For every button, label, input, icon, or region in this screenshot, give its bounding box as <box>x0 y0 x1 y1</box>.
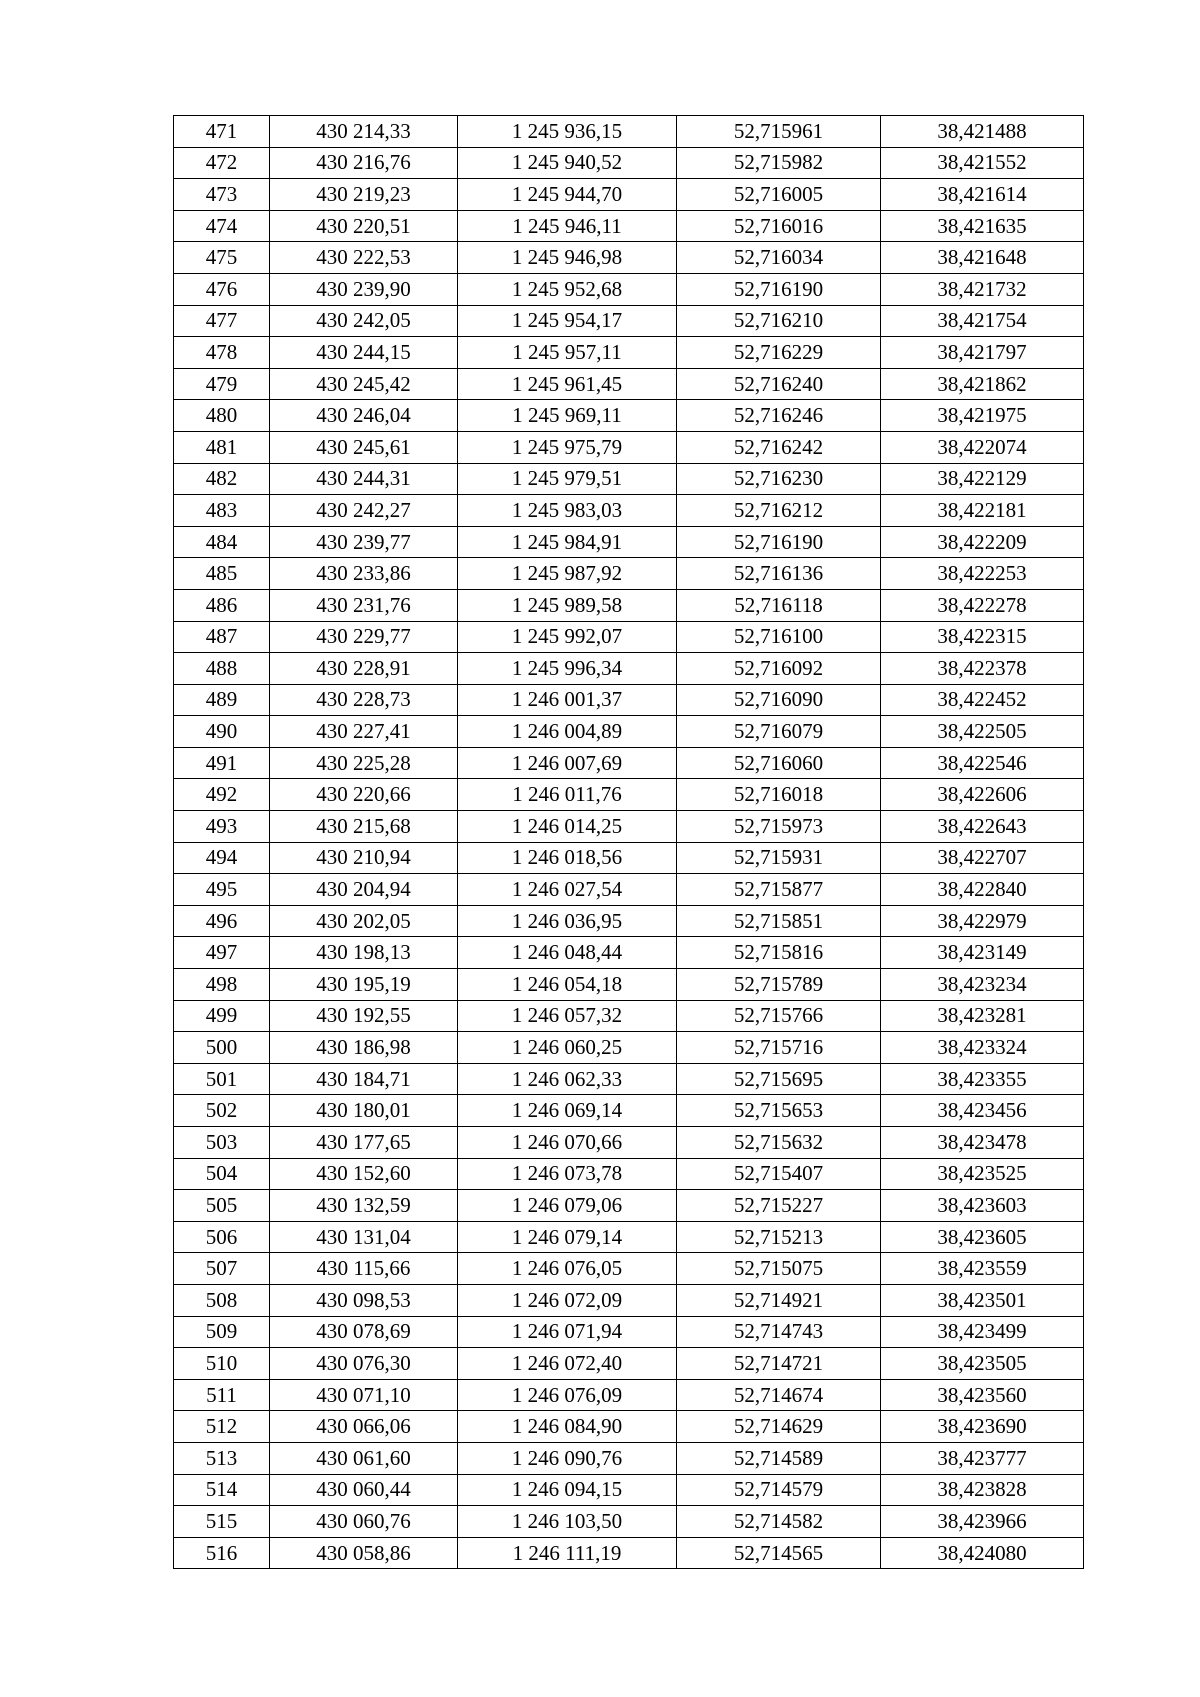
latitude-cell: 52,715982 <box>677 147 881 179</box>
y-coordinate-cell: 1 246 084,90 <box>458 1411 677 1443</box>
x-coordinate-cell: 430 071,10 <box>270 1379 458 1411</box>
latitude-cell: 52,714582 <box>677 1506 881 1538</box>
y-coordinate-cell: 1 246 071,94 <box>458 1316 677 1348</box>
x-coordinate-cell: 430 202,05 <box>270 905 458 937</box>
latitude-cell: 52,716242 <box>677 431 881 463</box>
x-coordinate-cell: 430 229,77 <box>270 621 458 653</box>
latitude-cell: 52,714921 <box>677 1284 881 1316</box>
table-row <box>174 431 1084 463</box>
x-coordinate-cell: 430 242,27 <box>270 495 458 527</box>
x-coordinate-cell: 430 246,04 <box>270 400 458 432</box>
latitude-cell: 52,714721 <box>677 1348 881 1380</box>
x-coordinate-cell: 430 060,76 <box>270 1506 458 1538</box>
point-number-cell: 505 <box>174 1190 270 1222</box>
longitude-cell: 38,422606 <box>881 779 1084 811</box>
latitude-cell: 52,716118 <box>677 589 881 621</box>
table-row <box>174 1000 1084 1032</box>
longitude-cell: 38,422209 <box>881 526 1084 558</box>
x-coordinate-cell: 430 076,30 <box>270 1348 458 1380</box>
point-number-cell: 507 <box>174 1253 270 1285</box>
y-coordinate-cell: 1 246 057,32 <box>458 1000 677 1032</box>
point-number-cell: 495 <box>174 874 270 906</box>
latitude-cell: 52,716034 <box>677 242 881 274</box>
point-number-cell: 488 <box>174 653 270 685</box>
y-coordinate-cell: 1 246 073,78 <box>458 1158 677 1190</box>
point-number-cell: 509 <box>174 1316 270 1348</box>
x-coordinate-cell: 430 244,31 <box>270 463 458 495</box>
table-row <box>174 621 1084 653</box>
latitude-cell: 52,716092 <box>677 653 881 685</box>
point-number-cell: 474 <box>174 210 270 242</box>
coordinates-table-body <box>174 116 1084 1569</box>
point-number-cell: 486 <box>174 589 270 621</box>
latitude-cell: 52,716018 <box>677 779 881 811</box>
longitude-cell: 38,422707 <box>881 842 1084 874</box>
longitude-cell: 38,421552 <box>881 147 1084 179</box>
x-coordinate-cell: 430 239,90 <box>270 273 458 305</box>
point-number-cell: 479 <box>174 368 270 400</box>
longitude-cell: 38,421797 <box>881 337 1084 369</box>
point-number-cell: 472 <box>174 147 270 179</box>
latitude-cell: 52,714674 <box>677 1379 881 1411</box>
latitude-cell: 52,716240 <box>677 368 881 400</box>
table-row <box>174 1537 1084 1569</box>
longitude-cell: 38,422253 <box>881 558 1084 590</box>
point-number-cell: 484 <box>174 526 270 558</box>
y-coordinate-cell: 1 246 070,66 <box>458 1127 677 1159</box>
latitude-cell: 52,716229 <box>677 337 881 369</box>
longitude-cell: 38,421754 <box>881 305 1084 337</box>
table-row <box>174 273 1084 305</box>
longitude-cell: 38,422378 <box>881 653 1084 685</box>
x-coordinate-cell: 430 177,65 <box>270 1127 458 1159</box>
x-coordinate-cell: 430 186,98 <box>270 1032 458 1064</box>
y-coordinate-cell: 1 246 027,54 <box>458 874 677 906</box>
longitude-cell: 38,422181 <box>881 495 1084 527</box>
table-row <box>174 463 1084 495</box>
longitude-cell: 38,421635 <box>881 210 1084 242</box>
longitude-cell: 38,424080 <box>881 1537 1084 1569</box>
table-row <box>174 368 1084 400</box>
longitude-cell: 38,423234 <box>881 969 1084 1001</box>
y-coordinate-cell: 1 245 987,92 <box>458 558 677 590</box>
point-number-cell: 478 <box>174 337 270 369</box>
table-row <box>174 210 1084 242</box>
latitude-cell: 52,716090 <box>677 684 881 716</box>
longitude-cell: 38,422505 <box>881 716 1084 748</box>
longitude-cell: 38,422278 <box>881 589 1084 621</box>
table-row <box>174 147 1084 179</box>
table-row <box>174 305 1084 337</box>
point-number-cell: 492 <box>174 779 270 811</box>
y-coordinate-cell: 1 245 975,79 <box>458 431 677 463</box>
latitude-cell: 52,715851 <box>677 905 881 937</box>
latitude-cell: 52,715213 <box>677 1221 881 1253</box>
x-coordinate-cell: 430 245,61 <box>270 431 458 463</box>
x-coordinate-cell: 430 204,94 <box>270 874 458 906</box>
latitude-cell: 52,715632 <box>677 1127 881 1159</box>
x-coordinate-cell: 430 098,53 <box>270 1284 458 1316</box>
y-coordinate-cell: 1 246 111,19 <box>458 1537 677 1569</box>
point-number-cell: 487 <box>174 621 270 653</box>
longitude-cell: 38,421862 <box>881 368 1084 400</box>
latitude-cell: 52,715789 <box>677 969 881 1001</box>
latitude-cell: 52,716016 <box>677 210 881 242</box>
latitude-cell: 52,716079 <box>677 716 881 748</box>
table-row <box>174 1063 1084 1095</box>
point-number-cell: 496 <box>174 905 270 937</box>
x-coordinate-cell: 430 245,42 <box>270 368 458 400</box>
longitude-cell: 38,422315 <box>881 621 1084 653</box>
y-coordinate-cell: 1 246 011,76 <box>458 779 677 811</box>
point-number-cell: 490 <box>174 716 270 748</box>
point-number-cell: 514 <box>174 1474 270 1506</box>
y-coordinate-cell: 1 245 952,68 <box>458 273 677 305</box>
latitude-cell: 52,715877 <box>677 874 881 906</box>
point-number-cell: 501 <box>174 1063 270 1095</box>
y-coordinate-cell: 1 246 054,18 <box>458 969 677 1001</box>
longitude-cell: 38,423501 <box>881 1284 1084 1316</box>
x-coordinate-cell: 430 198,13 <box>270 937 458 969</box>
y-coordinate-cell: 1 245 936,15 <box>458 116 677 148</box>
table-row <box>174 558 1084 590</box>
x-coordinate-cell: 430 231,76 <box>270 589 458 621</box>
point-number-cell: 508 <box>174 1284 270 1316</box>
y-coordinate-cell: 1 245 957,11 <box>458 337 677 369</box>
x-coordinate-cell: 430 216,76 <box>270 147 458 179</box>
table-row <box>174 116 1084 148</box>
longitude-cell: 38,421648 <box>881 242 1084 274</box>
table-row <box>174 179 1084 211</box>
longitude-cell: 38,421732 <box>881 273 1084 305</box>
y-coordinate-cell: 1 245 954,17 <box>458 305 677 337</box>
y-coordinate-cell: 1 246 072,40 <box>458 1348 677 1380</box>
x-coordinate-cell: 430 180,01 <box>270 1095 458 1127</box>
longitude-cell: 38,422452 <box>881 684 1084 716</box>
latitude-cell: 52,715227 <box>677 1190 881 1222</box>
point-number-cell: 482 <box>174 463 270 495</box>
longitude-cell: 38,423560 <box>881 1379 1084 1411</box>
y-coordinate-cell: 1 246 090,76 <box>458 1442 677 1474</box>
longitude-cell: 38,423690 <box>881 1411 1084 1443</box>
table-row <box>174 1506 1084 1538</box>
x-coordinate-cell: 430 078,69 <box>270 1316 458 1348</box>
longitude-cell: 38,423828 <box>881 1474 1084 1506</box>
longitude-cell: 38,423499 <box>881 1316 1084 1348</box>
table-row <box>174 1158 1084 1190</box>
x-coordinate-cell: 430 058,86 <box>270 1537 458 1569</box>
latitude-cell: 52,715973 <box>677 811 881 843</box>
latitude-cell: 52,716136 <box>677 558 881 590</box>
y-coordinate-cell: 1 245 992,07 <box>458 621 677 653</box>
longitude-cell: 38,423505 <box>881 1348 1084 1380</box>
x-coordinate-cell: 430 115,66 <box>270 1253 458 1285</box>
longitude-cell: 38,423149 <box>881 937 1084 969</box>
x-coordinate-cell: 430 239,77 <box>270 526 458 558</box>
point-number-cell: 503 <box>174 1127 270 1159</box>
y-coordinate-cell: 1 245 979,51 <box>458 463 677 495</box>
longitude-cell: 38,423281 <box>881 1000 1084 1032</box>
table-row <box>174 1474 1084 1506</box>
x-coordinate-cell: 430 210,94 <box>270 842 458 874</box>
x-coordinate-cell: 430 131,04 <box>270 1221 458 1253</box>
point-number-cell: 481 <box>174 431 270 463</box>
point-number-cell: 494 <box>174 842 270 874</box>
longitude-cell: 38,423966 <box>881 1506 1084 1538</box>
y-coordinate-cell: 1 246 076,09 <box>458 1379 677 1411</box>
longitude-cell: 38,422074 <box>881 431 1084 463</box>
latitude-cell: 52,715931 <box>677 842 881 874</box>
table-row <box>174 874 1084 906</box>
table-row <box>174 1095 1084 1127</box>
latitude-cell: 52,716190 <box>677 273 881 305</box>
point-number-cell: 473 <box>174 179 270 211</box>
longitude-cell: 38,422979 <box>881 905 1084 937</box>
x-coordinate-cell: 430 233,86 <box>270 558 458 590</box>
longitude-cell: 38,423559 <box>881 1253 1084 1285</box>
latitude-cell: 52,714565 <box>677 1537 881 1569</box>
y-coordinate-cell: 1 245 996,34 <box>458 653 677 685</box>
point-number-cell: 512 <box>174 1411 270 1443</box>
point-number-cell: 513 <box>174 1442 270 1474</box>
point-number-cell: 471 <box>174 116 270 148</box>
longitude-cell: 38,423478 <box>881 1127 1084 1159</box>
point-number-cell: 489 <box>174 684 270 716</box>
latitude-cell: 52,716005 <box>677 179 881 211</box>
y-coordinate-cell: 1 246 001,37 <box>458 684 677 716</box>
table-row <box>174 1284 1084 1316</box>
y-coordinate-cell: 1 246 069,14 <box>458 1095 677 1127</box>
table-row <box>174 242 1084 274</box>
latitude-cell: 52,714579 <box>677 1474 881 1506</box>
table-row <box>174 842 1084 874</box>
x-coordinate-cell: 430 227,41 <box>270 716 458 748</box>
table-row <box>174 1127 1084 1159</box>
longitude-cell: 38,422546 <box>881 747 1084 779</box>
point-number-cell: 516 <box>174 1537 270 1569</box>
longitude-cell: 38,423456 <box>881 1095 1084 1127</box>
table-row <box>174 969 1084 1001</box>
x-coordinate-cell: 430 215,68 <box>270 811 458 843</box>
latitude-cell: 52,716190 <box>677 526 881 558</box>
longitude-cell: 38,421488 <box>881 116 1084 148</box>
latitude-cell: 52,715075 <box>677 1253 881 1285</box>
y-coordinate-cell: 1 246 018,56 <box>458 842 677 874</box>
y-coordinate-cell: 1 246 072,09 <box>458 1284 677 1316</box>
x-coordinate-cell: 430 219,23 <box>270 179 458 211</box>
latitude-cell: 52,715766 <box>677 1000 881 1032</box>
point-number-cell: 497 <box>174 937 270 969</box>
table-row <box>174 1032 1084 1064</box>
table-row <box>174 716 1084 748</box>
latitude-cell: 52,715961 <box>677 116 881 148</box>
x-coordinate-cell: 430 228,91 <box>270 653 458 685</box>
longitude-cell: 38,422840 <box>881 874 1084 906</box>
y-coordinate-cell: 1 246 007,69 <box>458 747 677 779</box>
table-row <box>174 811 1084 843</box>
table-row <box>174 1379 1084 1411</box>
y-coordinate-cell: 1 245 984,91 <box>458 526 677 558</box>
x-coordinate-cell: 430 228,73 <box>270 684 458 716</box>
x-coordinate-cell: 430 184,71 <box>270 1063 458 1095</box>
x-coordinate-cell: 430 060,44 <box>270 1474 458 1506</box>
latitude-cell: 52,715716 <box>677 1032 881 1064</box>
x-coordinate-cell: 430 220,51 <box>270 210 458 242</box>
table-row <box>174 653 1084 685</box>
x-coordinate-cell: 430 195,19 <box>270 969 458 1001</box>
point-number-cell: 493 <box>174 811 270 843</box>
table-row <box>174 1442 1084 1474</box>
longitude-cell: 38,422129 <box>881 463 1084 495</box>
y-coordinate-cell: 1 245 969,11 <box>458 400 677 432</box>
latitude-cell: 52,715653 <box>677 1095 881 1127</box>
table-row <box>174 526 1084 558</box>
latitude-cell: 52,715816 <box>677 937 881 969</box>
x-coordinate-cell: 430 152,60 <box>270 1158 458 1190</box>
y-coordinate-cell: 1 246 062,33 <box>458 1063 677 1095</box>
x-coordinate-cell: 430 214,33 <box>270 116 458 148</box>
point-number-cell: 502 <box>174 1095 270 1127</box>
y-coordinate-cell: 1 245 983,03 <box>458 495 677 527</box>
y-coordinate-cell: 1 246 060,25 <box>458 1032 677 1064</box>
point-number-cell: 506 <box>174 1221 270 1253</box>
point-number-cell: 480 <box>174 400 270 432</box>
longitude-cell: 38,423605 <box>881 1221 1084 1253</box>
y-coordinate-cell: 1 246 103,50 <box>458 1506 677 1538</box>
table-row <box>174 779 1084 811</box>
table-row <box>174 1411 1084 1443</box>
y-coordinate-cell: 1 245 944,70 <box>458 179 677 211</box>
latitude-cell: 52,716060 <box>677 747 881 779</box>
y-coordinate-cell: 1 245 940,52 <box>458 147 677 179</box>
y-coordinate-cell: 1 245 961,45 <box>458 368 677 400</box>
table-row <box>174 747 1084 779</box>
point-number-cell: 500 <box>174 1032 270 1064</box>
x-coordinate-cell: 430 061,60 <box>270 1442 458 1474</box>
latitude-cell: 52,714743 <box>677 1316 881 1348</box>
table-row <box>174 337 1084 369</box>
x-coordinate-cell: 430 242,05 <box>270 305 458 337</box>
table-row <box>174 905 1084 937</box>
x-coordinate-cell: 430 192,55 <box>270 1000 458 1032</box>
point-number-cell: 499 <box>174 1000 270 1032</box>
y-coordinate-cell: 1 246 048,44 <box>458 937 677 969</box>
latitude-cell: 52,716210 <box>677 305 881 337</box>
x-coordinate-cell: 430 066,06 <box>270 1411 458 1443</box>
latitude-cell: 52,716230 <box>677 463 881 495</box>
latitude-cell: 52,715407 <box>677 1158 881 1190</box>
table-row <box>174 1316 1084 1348</box>
y-coordinate-cell: 1 245 989,58 <box>458 589 677 621</box>
point-number-cell: 477 <box>174 305 270 337</box>
y-coordinate-cell: 1 246 036,95 <box>458 905 677 937</box>
x-coordinate-cell: 430 244,15 <box>270 337 458 369</box>
y-coordinate-cell: 1 245 946,98 <box>458 242 677 274</box>
table-row <box>174 1253 1084 1285</box>
point-number-cell: 475 <box>174 242 270 274</box>
coordinates-table <box>173 115 1084 1569</box>
table-row <box>174 1221 1084 1253</box>
longitude-cell: 38,423525 <box>881 1158 1084 1190</box>
latitude-cell: 52,716246 <box>677 400 881 432</box>
y-coordinate-cell: 1 245 946,11 <box>458 210 677 242</box>
table-row <box>174 1348 1084 1380</box>
x-coordinate-cell: 430 132,59 <box>270 1190 458 1222</box>
point-number-cell: 504 <box>174 1158 270 1190</box>
point-number-cell: 483 <box>174 495 270 527</box>
longitude-cell: 38,421614 <box>881 179 1084 211</box>
x-coordinate-cell: 430 222,53 <box>270 242 458 274</box>
point-number-cell: 476 <box>174 273 270 305</box>
latitude-cell: 52,716100 <box>677 621 881 653</box>
latitude-cell: 52,715695 <box>677 1063 881 1095</box>
y-coordinate-cell: 1 246 076,05 <box>458 1253 677 1285</box>
y-coordinate-cell: 1 246 094,15 <box>458 1474 677 1506</box>
point-number-cell: 485 <box>174 558 270 590</box>
table-row <box>174 400 1084 432</box>
table-row <box>174 937 1084 969</box>
table-row <box>174 495 1084 527</box>
table-row <box>174 684 1084 716</box>
table-row <box>174 589 1084 621</box>
y-coordinate-cell: 1 246 079,06 <box>458 1190 677 1222</box>
point-number-cell: 498 <box>174 969 270 1001</box>
y-coordinate-cell: 1 246 004,89 <box>458 716 677 748</box>
latitude-cell: 52,714589 <box>677 1442 881 1474</box>
longitude-cell: 38,421975 <box>881 400 1084 432</box>
latitude-cell: 52,716212 <box>677 495 881 527</box>
longitude-cell: 38,423355 <box>881 1063 1084 1095</box>
longitude-cell: 38,423324 <box>881 1032 1084 1064</box>
point-number-cell: 511 <box>174 1379 270 1411</box>
longitude-cell: 38,422643 <box>881 811 1084 843</box>
point-number-cell: 491 <box>174 747 270 779</box>
x-coordinate-cell: 430 225,28 <box>270 747 458 779</box>
y-coordinate-cell: 1 246 014,25 <box>458 811 677 843</box>
point-number-cell: 510 <box>174 1348 270 1380</box>
latitude-cell: 52,714629 <box>677 1411 881 1443</box>
table-row <box>174 1190 1084 1222</box>
longitude-cell: 38,423603 <box>881 1190 1084 1222</box>
y-coordinate-cell: 1 246 079,14 <box>458 1221 677 1253</box>
longitude-cell: 38,423777 <box>881 1442 1084 1474</box>
point-number-cell: 515 <box>174 1506 270 1538</box>
x-coordinate-cell: 430 220,66 <box>270 779 458 811</box>
